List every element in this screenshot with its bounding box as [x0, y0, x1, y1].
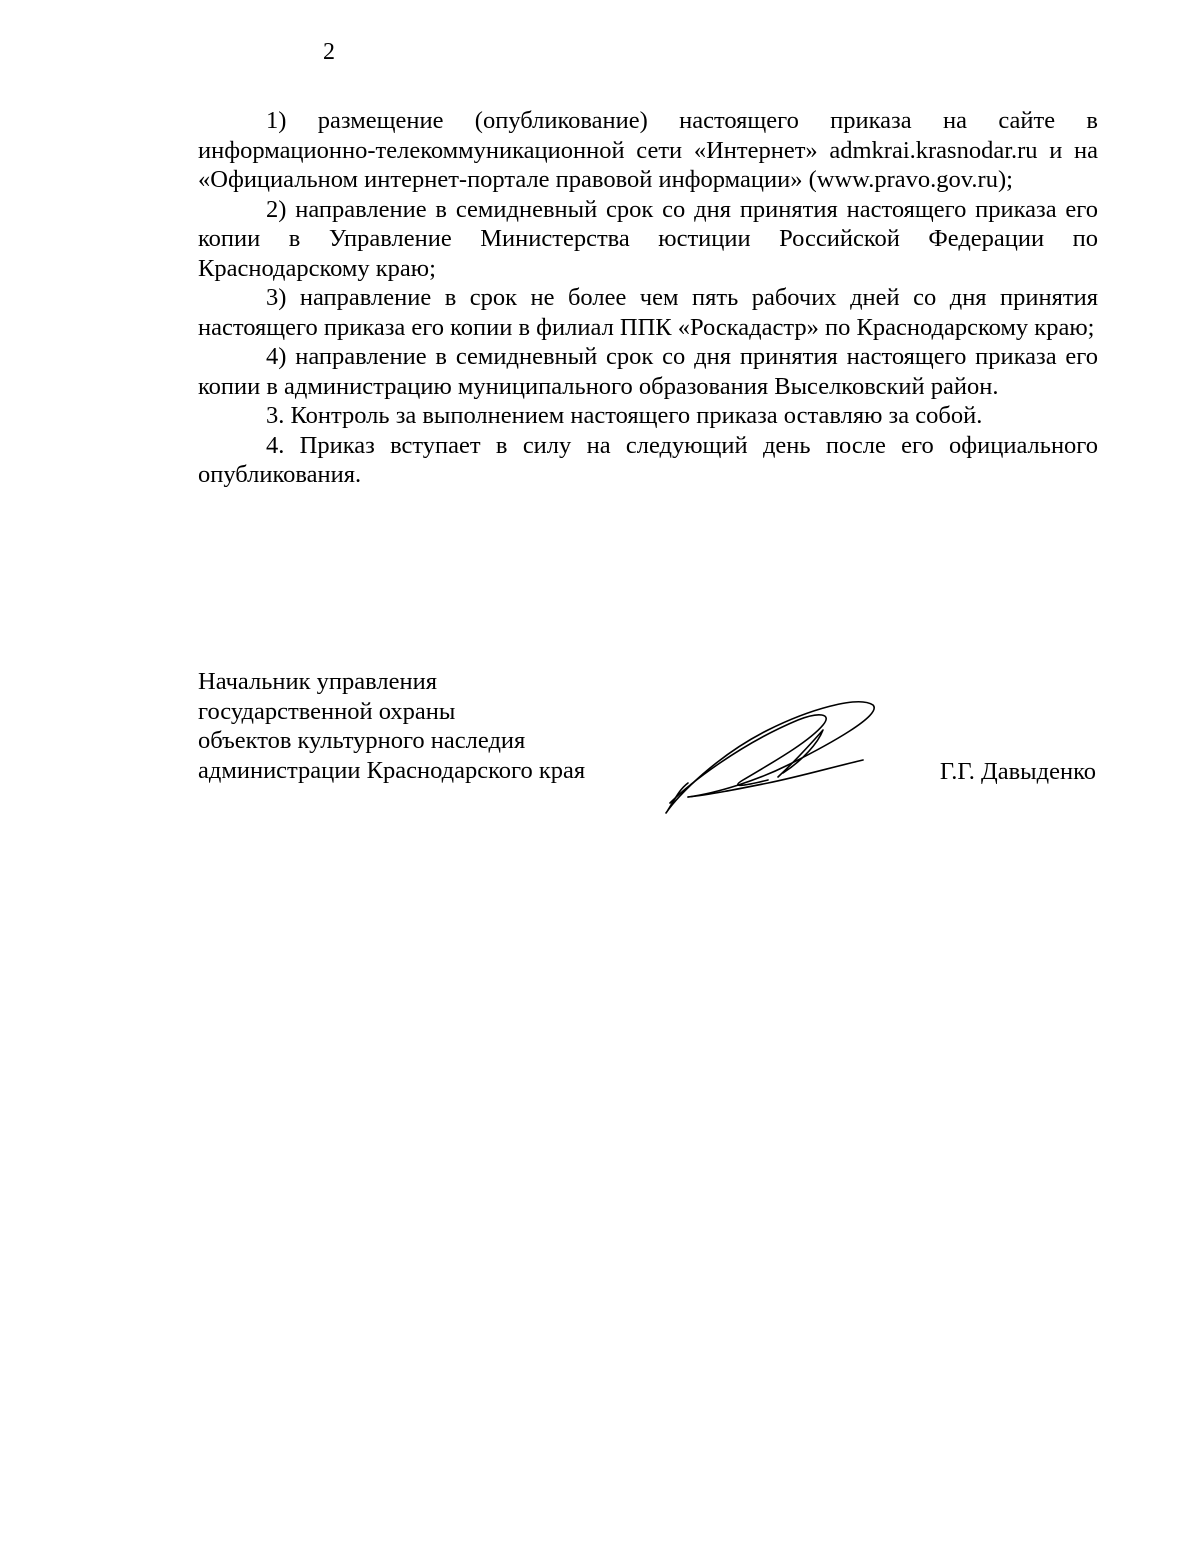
- paragraph-3: 3) направление в срок не более чем пять рабочих дней со дня принятия настоящего приказа его копии в филиал ППК «Роскадастр» по Краснодарскому краю;: [198, 284, 1098, 341]
- paragraph-1: 1) размещение (опубликование) настоящего приказа на сайте в информационно-телекоммуникационной сети «Интернет» admkrai.krasnodar.ru и на «Официальном интернет-портале правовой информации» (www.pravo.gov.ru);: [198, 107, 1098, 193]
- paragraph-5: 3. Контроль за выполнением настоящего приказа оставляю за собой.: [266, 402, 983, 429]
- document-body: [198, 106, 1098, 490]
- paragraph-4: 4) направление в семидневный срок со дня принятия настоящего приказа его копии в администрацию муниципального образования Выселковский район.: [198, 343, 1098, 400]
- signer-title-line-2: государственной охраны: [198, 697, 456, 725]
- signature-block: [198, 667, 1098, 827]
- paragraph-2: 2) направление в семидневный срок со дня принятия настоящего приказа его копии в Управление Министерства юстиции Российской Федерации по Краснодарскому краю;: [198, 195, 1098, 282]
- signer-name: Г.Г. Давыденко: [939, 758, 1096, 785]
- signer-title-line-3: объектов культурного наследия: [198, 727, 526, 754]
- handwritten-signature: [658, 685, 888, 815]
- signer-title-line-4: администрации Краснодарского края: [198, 756, 586, 784]
- page-number: [0, 38, 1200, 66]
- paragraph-6: 4. Приказ вступает в силу на следующий день после его официального опубликования.: [198, 431, 1098, 488]
- page-number-text: 2: [323, 39, 335, 65]
- signer-title-line-1: Начальник управления: [198, 668, 437, 695]
